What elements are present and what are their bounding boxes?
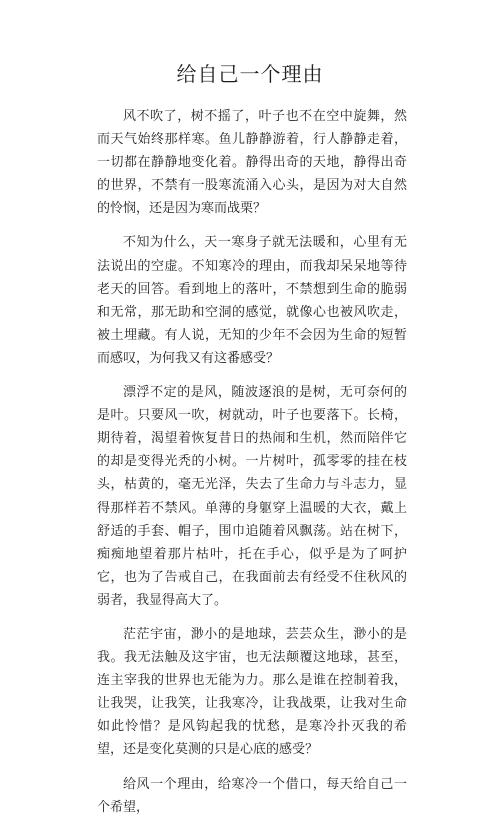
article-body [97,105,407,830]
paragraph-2: 不知为什么，天一寒身子就无法暖和，心里有无法说出的空虚。不知寒冷的理由，而我却呆呆地等待老天的回答。看到地上的落叶，不禁想到生命的脆弱和无常，那无助和空洞的感觉，就像心也被风吹走，被土埋藏。有人说，无知的少年不会因为生命的短暂而感叹，为何我又有这番感受？ [97,235,407,366]
paragraph-4: 茫茫宇宙，渺小的是地球，芸芸众生，渺小的是我。我无法触及这宇宙，也无法颠覆这地球，甚至，连主宰我的世界也无能为力。那么是谁在控制着我，让我哭，让我笑，让我寒冷，让我战栗，让我对生命如此怜惜？是风钩起我的忧愁，是寒冷扑灭我的希望，还是变化莫测的只是心底的感受？ [97,626,407,758]
article-title: 给自己一个理由 [176,62,324,86]
paragraph-3: 漂浮不定的是风，随波逐浪的是树，无可奈何的是叶。只要风一吹，树就动，叶子也要落下。长椅，期待着，渴望着恢复昔日的热闹和生机，然而陪伴它的却是变得光秃的小树。一片树叶，孤零零的挂在枝头，枯黄的，毫无光泽，失去了生命力与斗志力，显得那样若不禁风。单薄的身躯穿上温暖的大衣，戴上舒适的手套、帽子，围巾追随着风飘荡。站在树下，痴痴地望着那片枯叶，托在手心，似乎是为了呵护它，也为了告戒自己，在我面前去有经受不住秋风的弱者，我显得高大了。 [97,385,407,608]
paragraph-5: 给风一个理由，给寒冷一个借口，每天给自己一个希望， [97,776,407,815]
paragraph-1: 风不吹了，树不摇了，叶子也不在空中旋舞，然而天气始终那样寒。鱼儿静静游着，行人静静走着，一切都在静静地变化着。静得出奇的天地，静得出奇的世界，不禁有一股寒流涌入心头，是因为对大自然的怜悯，还是因为寒而战栗？ [97,109,407,217]
